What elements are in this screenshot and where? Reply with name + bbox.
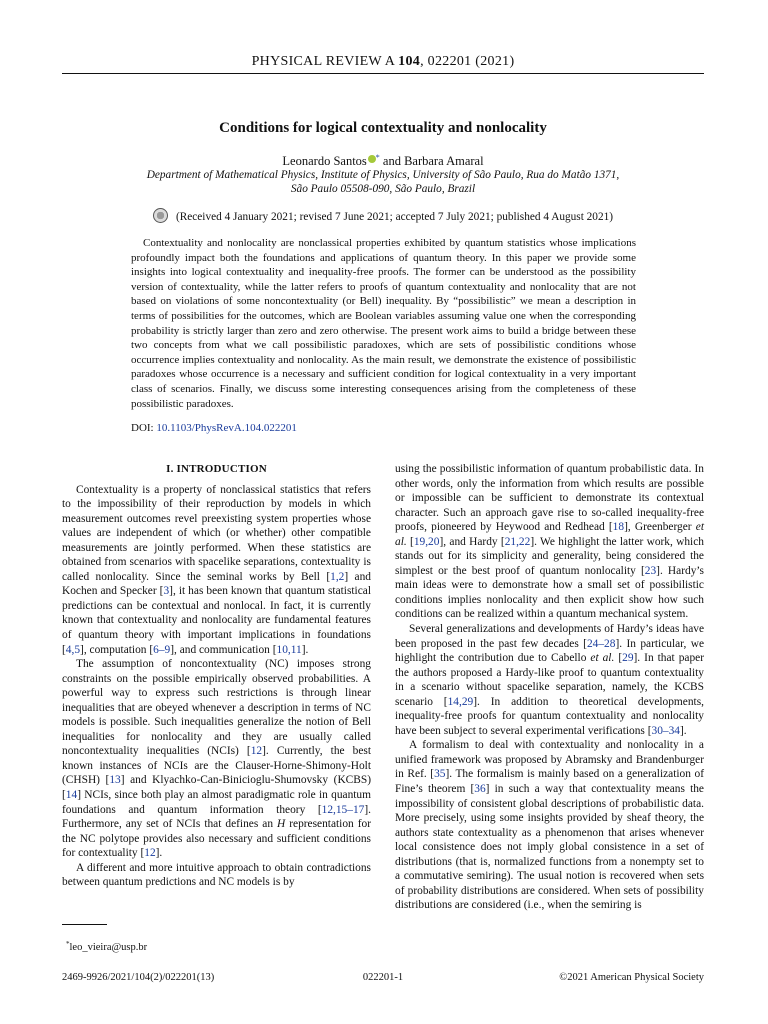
citation-link[interactable]: 18	[612, 521, 625, 534]
citation-link[interactable]: 6–9	[153, 643, 171, 656]
citation-link[interactable]: 29	[622, 652, 634, 665]
citation-link[interactable]: 12,15–17	[321, 803, 365, 816]
footnote-marker-link[interactable]: *	[375, 153, 380, 162]
paragraph: Several generalizations and developments of Hardy’s ideas have been proposed in the past few decades [24–28]. In particular, we highlight the contribution due to Cabello et al. [29]. In that paper the authors proposed a Hardy-like proof to quantum contextuality in a scenario without spacelike separation, namely, the KCBS scenario [14,29]. In addition to theoretical developments, inequality-free proofs for quantum contextuality and nonlocality have been subject to several experimental verifications [30–34].	[395, 623, 705, 737]
citation-link[interactable]: 19,20	[413, 535, 440, 548]
citation-link[interactable]: 12	[144, 847, 156, 860]
crossmark-icon[interactable]	[153, 208, 168, 223]
received-text: (Received 4 January 2021; revised 7 June 2021; accepted 7 July 2021; published 4 August 2021)	[175, 211, 614, 223]
citation-link[interactable]: 36	[474, 783, 486, 796]
footer-copyright: ©2021 American Physical Society	[559, 972, 704, 983]
paragraph: Contextuality is a property of nonclassical statistics that refers to the impossibility of their reproduction by models in which measurement outcomes revel preexisting system properties whose values are independent of which (or whether) other compatible measurements are jointly performed. When these statistics are obtained from scenarios with spacelike separations, contextuality is called nonlocality. Since the seminal works by Bell [1,2] and Kochen and Specker [3], it has been known that quantum statistical predictions can be contextual and nonlocal. In fact, it is currently known that contextuality and nonlocality are fundamental features of quantum theory with important implications in foundations [4,5], computation [6–9], and communication [10,11].	[62, 483, 371, 656]
citation-link[interactable]: 35	[434, 768, 446, 781]
citation-link[interactable]: 24–28	[586, 637, 616, 650]
doi-line	[131, 422, 297, 434]
citation-link[interactable]: 30–34	[651, 724, 680, 737]
citation-link[interactable]: 14,29	[447, 695, 474, 708]
section-heading: I. INTRODUCTION	[166, 463, 267, 475]
paragraph: The assumption of noncontextuality (NC) imposes strong constraints on the possible empirically observed probabilities. A powerful way to express such restrictions is through linear inequalities that are obeyed whenever a description in terms of NC models is possible. Such inequalities generalize the notion of Bell inequalities for nonlocality and they are usually called noncontextuality inequalities (NCIs) [12]. Currently, the best known instances of NCIs are the Clauser-Horne-Shimony-Holt (CHSH) [13] and Klyachko-Can-Binicioglu-Shumovsky (KCBS) [14] NCIs, since both play an almost paradigmatic role in quantum foundations and quantum information theory [12,15–17]. Furthermore, any set of NCIs that defines an H representation for the NC polytope provides also necessary and sufficient conditions for contextuality [12].	[62, 658, 371, 860]
doi-link[interactable]: 10.1103/PhysRevA.104.022201	[156, 422, 297, 434]
affiliation	[62, 168, 704, 196]
citation-link[interactable]: 4,5	[65, 643, 81, 656]
affiliation-line-2: São Paulo 05508-090, São Paulo, Brazil	[290, 183, 476, 195]
journal-volume: 104	[398, 54, 421, 69]
footnote-rule	[62, 924, 107, 925]
coauthor-text: and Barbara Amaral	[379, 154, 484, 168]
footer-issn: 2469-9926/2021/104(2)/022201(13)	[62, 972, 215, 983]
header-rule	[62, 73, 704, 74]
orcid-icon[interactable]	[368, 155, 376, 163]
footnote	[66, 940, 147, 953]
author-line	[62, 153, 704, 169]
journal-header	[62, 54, 704, 70]
paragraph: using the possibilistic information of quantum probabilistic data. In other words, only the information from which results are possible or impossible can be sufficient to demonstrate its contextual character. Such an approach gave rise to so-called inequality-free proofs, pioneered by Heywood and Redhead [18], Greenberger et al. [19,20], and Hardy [21,22]. We highlight the latter work, which stands out for its simplicity and generality, being considered the simplest or the best proof of quantum nonlocality [23]. Hardy’s main ideas were to demonstrate how a small set of possibilistic conditions implies nonlocality and then explicit show how such conditions can be realized within a quantum mechanical system.	[395, 463, 704, 621]
right-column	[395, 462, 704, 913]
abstract: Contextuality and nonlocality are nonclassical properties exhibited by quantum statistics whose implications profoundly impact both the foundations and applications of quantum theory. In this paper we provide some insights into logical contextuality and inequality-free proofs. The former can be understood as the possibility version of contextuality, while the latter refers to proofs of quantum contextuality and nonlocality that are not based on violations of some noncontextuality (or Bell) inequality. By “possibilistic” we mean a description in terms of possibilities for the outcomes, which are Boolean variables assuming value one when the corresponding probability is strictly larger than zero and zero otherwise. The present work aims to build a bridge between these two concepts from what we call possibilistic paradoxes, which are sets of possibilistic conditions whose occurrence implies contextuality and nonlocality. As the main result, we demonstrate the existence of possibilistic paradoxes whose occurrence is a necessary and sufficient condition for logical contextuality in a very important class of scenarios. Finally, we discuss some interesting consequences arising from the completeness of these possibilistic paradoxes.	[131, 237, 636, 410]
left-column	[62, 462, 371, 890]
footnote-marker: *	[66, 940, 70, 948]
footnote-email[interactable]: leo_vieira@usp.br	[69, 942, 148, 953]
citation-link[interactable]: 23	[644, 564, 657, 577]
affiliation-line-1: Department of Mathematical Physics, Institute of Physics, University of São Paulo, Rua do Matão 1371,	[146, 169, 620, 181]
received-dates	[62, 208, 704, 223]
citation-link[interactable]: 13	[109, 774, 121, 787]
journal-article-year: , 022201 (2021)	[420, 54, 515, 69]
doi-label: DOI:	[131, 422, 157, 434]
citation-link[interactable]: 12	[250, 745, 263, 758]
citation-link[interactable]: 1,2	[330, 570, 345, 583]
author-name: Leonardo Santos	[282, 154, 367, 168]
paper-title: Conditions for logical contextuality and nonlocality	[219, 120, 547, 136]
citation-link[interactable]: 3	[163, 585, 170, 598]
paragraph: A different and more intuitive approach to obtain contradictions between quantum predictions and NC models is by	[62, 861, 371, 889]
footer-page-number: 022201-1	[362, 972, 404, 983]
journal-name: PHYSICAL REVIEW A	[251, 54, 395, 69]
citation-link[interactable]: 10,11	[276, 643, 302, 656]
citation-link[interactable]: 14	[65, 789, 78, 802]
paragraph: A formalism to deal with contextuality and nonlocality in a unified framework was proposed by Abramsky and Brandenburger in Ref. [35]. The formalism is mainly based on a generalization of Fine’s theorem [36] in such a way that contextuality means the impossibility of consistent global descriptions of probabilistic data. More precisely, using some insights provided by sheaf theory, the authors state contextuality as a phenomenon that arises whenever local consistence does not imply global consistence in a set of distributions (that is, normalized functions from a nonempty set to a commutative semiring). The usual notion is recovered when sets of probability distributions are considered. When sets of possibility distributions are considered (i.e., when the semiring is	[395, 739, 704, 912]
citation-link[interactable]: 21,22	[504, 535, 531, 548]
